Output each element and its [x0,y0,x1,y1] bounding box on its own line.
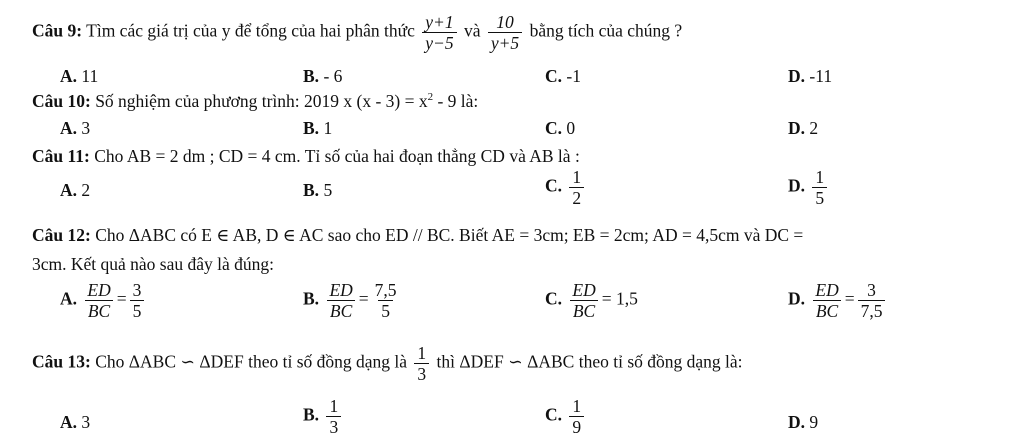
q12-b-fn: ED [329,280,353,300]
q12-a-vd: 5 [130,300,145,321]
q9-option-d [788,66,832,87]
q10-sup: 2 [427,91,434,104]
q12-d-vd: 7,5 [858,300,886,321]
q11-c-key: C. [545,175,563,196]
q9-f1-num: y+1 [425,12,454,32]
q9-option-b [303,66,342,87]
q13-b-num: 1 [329,396,339,416]
q9-text-b: bằng tích của chúng ? [529,20,683,41]
q12-text-2: 3cm. Kết quả nào sau đây là đúng: [32,254,275,274]
q10-c-val: 0 [566,118,576,138]
q12-d-vn: 3 [867,280,876,300]
q11-d-key: D. [788,175,806,196]
question-10 [32,91,478,112]
q10-text-a: Số nghiệm của phương trình: 2019 x (x - 3) = x [95,91,428,111]
q10-option-c [545,118,575,139]
q12-a-fn: ED [87,280,111,300]
q12-b-key: B. [303,288,320,309]
q13-option-c [545,396,587,437]
q9-b-val: - 6 [323,66,343,86]
q12-a-fd: BC [85,300,113,321]
q9-c-val: -1 [566,66,581,86]
question-11 [32,146,580,167]
question-13 [32,343,743,384]
q9-option-c [545,66,581,87]
q12-a-vn: 3 [132,280,142,300]
q10-d-val: 2 [809,118,819,138]
q10-option-b [303,118,332,139]
q12-b-vd: 5 [378,300,393,321]
q13-a-val: 3 [81,412,91,432]
q13-b-key: B. [303,404,320,425]
q13-c-key: C. [545,404,563,425]
q12-a-eq: = [116,288,127,309]
q10-a-key: A. [60,118,78,138]
q11-option-a [60,180,90,201]
q12-a-key: A. [60,288,78,309]
q12-option-d [788,280,888,321]
q9-d-key: D. [788,66,806,86]
q12-c-fd: BC [570,300,598,321]
q12-b-value [372,280,400,321]
q12-b-fraction [326,280,355,321]
q13-text-a: Cho ΔABC ∽ ΔDEF theo tỉ số đồng dạng là [95,351,408,372]
question-9 [32,12,682,53]
q13-c-num: 1 [572,396,582,416]
q11-b-val: 5 [323,180,333,200]
q12-b-eq: = [358,288,369,309]
q13-a-key: A. [60,412,78,432]
q9-d-val: -11 [809,66,833,86]
q13-c-fraction [569,396,584,437]
q13-option-d [788,412,818,433]
q11-label: Câu 11: [32,146,90,166]
q12-d-fd: BC [813,300,841,321]
q11-c-fraction [569,167,584,208]
q10-text-b: - 9 là: [437,91,479,111]
q9-f1-den: y−5 [422,32,456,53]
q11-c-den: 2 [569,187,584,208]
q9-f2-num: 10 [496,12,514,32]
q12-c-eq: = 1,5 [601,288,638,309]
q10-c-key: C. [545,118,563,138]
q12-option-c [545,280,638,321]
q11-b-key: B. [303,180,320,200]
q13-b-den: 3 [326,416,341,437]
q9-f2-den: y+5 [488,32,522,53]
q13-num: 1 [417,343,427,363]
q9-option-a [60,66,98,87]
q12-label: Câu 12: [32,225,91,245]
q11-c-num: 1 [572,167,582,187]
q12-a-value [130,280,145,321]
q13-text-b: thì ΔDEF ∽ ΔABC theo tỉ số đồng dạng là: [436,351,743,372]
q13-option-b [303,396,344,437]
q10-d-key: D. [788,118,806,138]
q13-d-val: 9 [809,412,819,432]
q11-d-den: 5 [812,187,827,208]
q9-fraction-2 [488,12,522,53]
q13-option-a [60,412,90,433]
q10-option-d [788,118,818,139]
q12-d-key: D. [788,288,806,309]
q11-option-d [788,167,830,208]
q13-den: 3 [414,363,429,384]
q9-a-val: 11 [81,66,99,86]
q11-d-num: 1 [815,167,825,187]
q11-a-key: A. [60,180,78,200]
q10-option-a [60,118,90,139]
q9-label: Câu 9: [32,20,83,41]
q12-option-b [303,280,403,321]
q12-c-key: C. [545,288,563,309]
q11-text: Cho AB = 2 dm ; CD = 4 cm. Tỉ số của hai đoạn thẳng CD và AB là : [94,146,580,166]
q13-b-fraction [326,396,341,437]
q12-d-fn: ED [815,280,839,300]
q9-text-a: Tìm các giá trị của y để tổng của hai phân thức [86,20,415,41]
q13-d-key: D. [788,412,806,432]
q10-label: Câu 10: [32,91,91,111]
q12-text-1: Cho ΔABC có E ∈ AB, D ∈ AC sao cho ED // BC. Biết AE = 3cm; EB = 2cm; AD = 4,5cm và DC = [95,225,804,245]
q11-d-fraction [812,167,827,208]
q10-a-val: 3 [81,118,91,138]
q13-c-den: 9 [569,416,584,437]
q13-label: Câu 13: [32,351,91,372]
q12-a-fraction [84,280,113,321]
q11-option-c [545,167,587,208]
q10-b-key: B. [303,118,320,138]
q9-and: và [463,20,481,41]
q12-b-fd: BC [327,300,355,321]
q12-d-eq: = [844,288,855,309]
q10-b-val: 1 [323,118,333,138]
q11-a-val: 2 [81,180,91,200]
q9-a-key: A. [60,66,78,86]
q11-option-b [303,180,332,201]
q12-d-value [858,280,886,321]
q12-option-a [60,280,147,321]
q9-c-key: C. [545,66,563,86]
q12-b-vn: 7,5 [374,280,397,300]
q12-d-fraction [812,280,841,321]
q13-fraction [414,343,429,384]
question-12 [32,225,803,246]
q12-c-fraction [569,280,598,321]
q12-c-fn: ED [572,280,596,300]
q9-b-key: B. [303,66,320,86]
q9-fraction-1 [422,12,456,53]
